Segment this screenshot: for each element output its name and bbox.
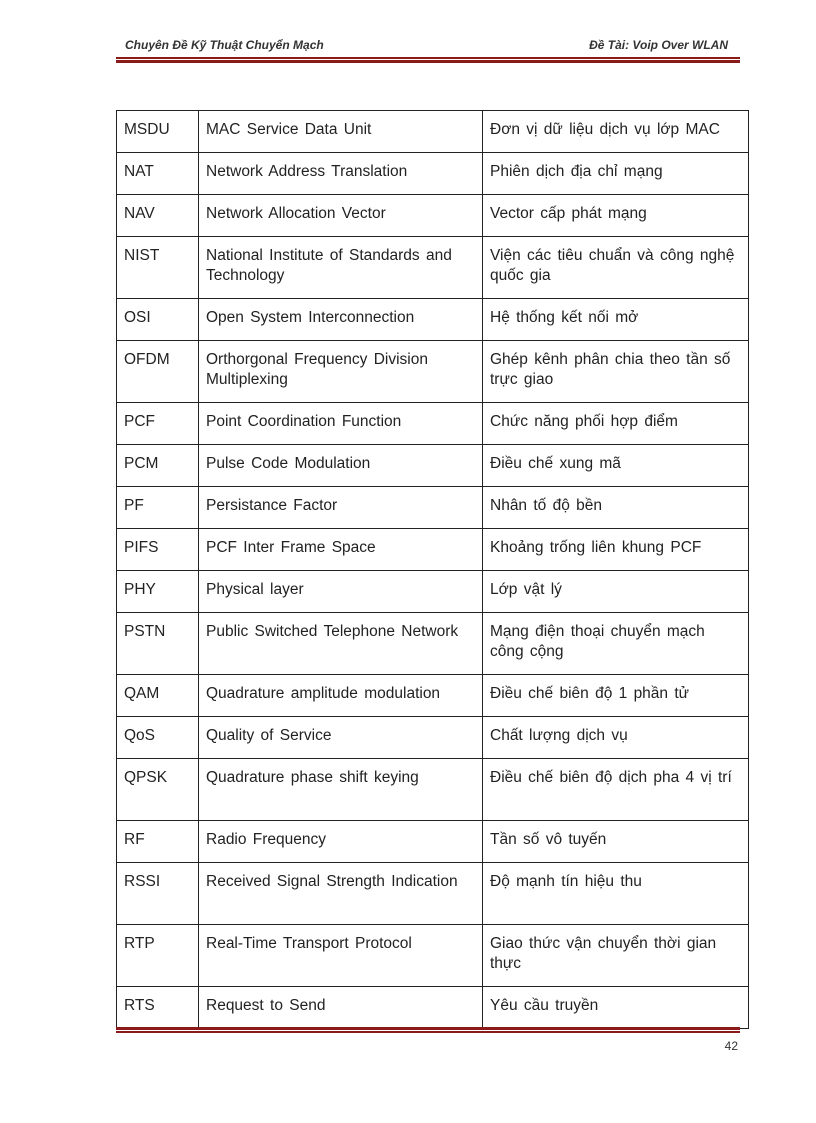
vietnamese-term-cell: Điều chế xung mã	[483, 445, 749, 487]
english-term-cell: Open System Interconnection	[199, 299, 483, 341]
table-row	[117, 821, 749, 863]
abbreviation-cell: NIST	[117, 237, 199, 299]
english-term-cell: Physical layer	[199, 571, 483, 613]
table-row	[117, 675, 749, 717]
vietnamese-term-cell: Đơn vị dữ liệu dịch vụ lớp MAC	[483, 111, 749, 153]
footer-divider-thin	[116, 1031, 740, 1033]
english-term-cell: Pulse Code Modulation	[199, 445, 483, 487]
english-term-cell: Quality of Service	[199, 717, 483, 759]
vietnamese-term-cell: Ghép kênh phân chia theo tần số trực giao	[483, 341, 749, 403]
header-divider-thick	[116, 60, 740, 63]
english-term-cell: Quadrature amplitude modulation	[199, 675, 483, 717]
abbreviation-cell: OSI	[117, 299, 199, 341]
vietnamese-term-cell: Chức năng phối hợp điểm	[483, 403, 749, 445]
english-term-cell: Quadrature phase shift keying	[199, 759, 483, 821]
abbreviation-cell: PCF	[117, 403, 199, 445]
table-row	[117, 299, 749, 341]
vietnamese-term-cell: Viện các tiêu chuẩn và công nghệ quốc gia	[483, 237, 749, 299]
english-term-cell: Real-Time Transport Protocol	[199, 925, 483, 987]
table-row	[117, 759, 749, 821]
header-course-title: Chuyên Đề Kỹ Thuật Chuyển Mạch	[125, 38, 324, 52]
abbreviation-cell: MSDU	[117, 111, 199, 153]
abbreviation-cell: PHY	[117, 571, 199, 613]
table-row	[117, 111, 749, 153]
table-row	[117, 341, 749, 403]
vietnamese-term-cell: Độ mạnh tín hiệu thu	[483, 863, 749, 925]
footer-divider-thick	[116, 1027, 740, 1030]
table-row	[117, 445, 749, 487]
english-term-cell: MAC Service Data Unit	[199, 111, 483, 153]
table-row	[117, 237, 749, 299]
vietnamese-term-cell: Điều chế biên độ dịch pha 4 vị trí	[483, 759, 749, 821]
table-row	[117, 153, 749, 195]
table-row	[117, 987, 749, 1029]
page-number: 42	[724, 1039, 738, 1053]
vietnamese-term-cell: Yêu cầu truyền	[483, 987, 749, 1029]
vietnamese-term-cell: Nhân tố độ bền	[483, 487, 749, 529]
header-divider-thin	[116, 57, 740, 59]
vietnamese-term-cell: Vector cấp phát mạng	[483, 195, 749, 237]
english-term-cell: Point Coordination Function	[199, 403, 483, 445]
header-topic-title: Đề Tài: Voip Over WLAN	[589, 38, 728, 52]
table-row	[117, 195, 749, 237]
english-term-cell: PCF Inter Frame Space	[199, 529, 483, 571]
abbreviation-cell: PSTN	[117, 613, 199, 675]
vietnamese-term-cell: Tần số vô tuyến	[483, 821, 749, 863]
english-term-cell: National Institute of Standards and Technology	[199, 237, 483, 299]
table-row	[117, 487, 749, 529]
abbreviation-cell: NAV	[117, 195, 199, 237]
table-row	[117, 717, 749, 759]
abbreviation-cell: QoS	[117, 717, 199, 759]
abbreviation-cell: PF	[117, 487, 199, 529]
abbreviation-cell: RTP	[117, 925, 199, 987]
english-term-cell: Persistance Factor	[199, 487, 483, 529]
english-term-cell: Radio Frequency	[199, 821, 483, 863]
abbreviation-cell: QPSK	[117, 759, 199, 821]
vietnamese-term-cell: Giao thức vận chuyển thời gian thực	[483, 925, 749, 987]
english-term-cell: Request to Send	[199, 987, 483, 1029]
abbreviation-cell: PIFS	[117, 529, 199, 571]
abbreviation-cell: RSSI	[117, 863, 199, 925]
abbreviation-cell: PCM	[117, 445, 199, 487]
table-row	[117, 863, 749, 925]
table-row	[117, 925, 749, 987]
vietnamese-term-cell: Phiên dịch địa chỉ mạng	[483, 153, 749, 195]
vietnamese-term-cell: Khoảng trống liên khung PCF	[483, 529, 749, 571]
table-row	[117, 613, 749, 675]
table-row	[117, 403, 749, 445]
table-row	[117, 571, 749, 613]
table-row	[117, 529, 749, 571]
abbreviation-cell: RTS	[117, 987, 199, 1029]
english-term-cell: Orthorgonal Frequency Division Multiplexing	[199, 341, 483, 403]
vietnamese-term-cell: Điều chế biên độ 1 phần tử	[483, 675, 749, 717]
vietnamese-term-cell: Hệ thống kết nối mở	[483, 299, 749, 341]
english-term-cell: Network Address Translation	[199, 153, 483, 195]
glossary-table	[116, 110, 749, 1029]
abbreviation-cell: NAT	[117, 153, 199, 195]
abbreviation-cell: QAM	[117, 675, 199, 717]
vietnamese-term-cell: Lớp vật lý	[483, 571, 749, 613]
abbreviation-cell: OFDM	[117, 341, 199, 403]
vietnamese-term-cell: Chất lượng dịch vụ	[483, 717, 749, 759]
english-term-cell: Network Allocation Vector	[199, 195, 483, 237]
english-term-cell: Received Signal Strength Indication	[199, 863, 483, 925]
vietnamese-term-cell: Mạng điện thoại chuyển mạch công cộng	[483, 613, 749, 675]
abbreviation-cell: RF	[117, 821, 199, 863]
english-term-cell: Public Switched Telephone Network	[199, 613, 483, 675]
